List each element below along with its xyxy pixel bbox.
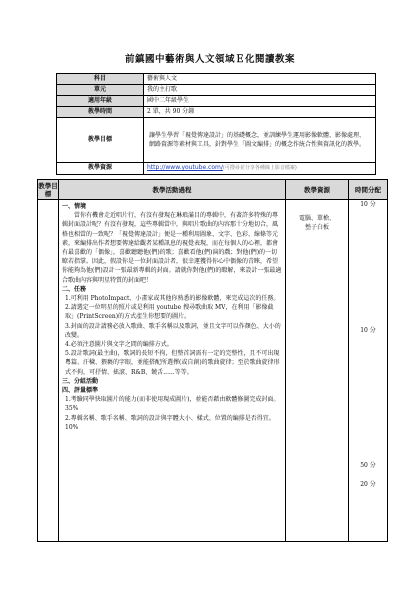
info-label: 教學目標 (57, 118, 144, 163)
page-title: 前鎮國中藝術與人文領域Ｅ化閱讀教案 (124, 54, 295, 65)
info-row-goal (57, 118, 376, 163)
activity-table (37, 179, 388, 542)
criteria-item: 1.考驗同學快取圖片的能力(而非使用現成圖片)，並能否藉由軟體修圖完成封面。35% (65, 396, 280, 413)
info-label: 教學時間 (57, 107, 144, 118)
section-task-title: 二、任務 (62, 285, 87, 293)
info-label: 科目 (57, 74, 144, 85)
activity-header-row (38, 180, 388, 200)
goal-text: 讓學生學習「視覺傳達設計」的基礎概念，並訓練學生運用影像軟體、影像處理、網路資源等素材與工具，針對學生「圖文編排」的概念作統合性與資訊化的教學。 (144, 118, 376, 163)
section-group-title: 三、分組活動 (62, 377, 99, 385)
header-process: 教學活動過程 (59, 180, 286, 200)
info-value: 國中二年級學生 (144, 96, 376, 107)
info-value: 藝術與人文 (144, 74, 376, 85)
task-item: 2.請選定一位明星的照片或是利用 youtube 搜尋歌曲取 MV，在利用「影像截取」(PrintScreen)的方式產生你想要的圖片。 (65, 304, 274, 321)
task-item: 5.設計歌詞(最主曲)，歌詞的長短不拘，但整首詞需有一定的完整性，且不可出現粵篇、汗穢、猥褻的字眼，並能搭配所選擇(或自創)的歌曲旋律；至於歌曲旋律形式不拘，可抒情、搖滾、R&B、饒舌......等等。 (65, 350, 280, 376)
goal-column-cell (38, 200, 59, 542)
task-item: 1.可利用 PhotoImpact、小畫家或其他你熟悉的影像軟體，來完成這次的任務。 (65, 295, 280, 303)
lesson-info-table (56, 73, 376, 175)
info-value: 我的主打歌 (144, 85, 376, 96)
resource-cell (286, 200, 349, 542)
header-resource: 教學資源 (286, 180, 349, 200)
time-value: 10 分 (360, 327, 376, 334)
time-value: 20 分 (360, 481, 376, 488)
info-label: 教學資源 (57, 163, 144, 175)
resource-item: 墊子白板 (304, 224, 329, 231)
info-row-time (57, 107, 376, 118)
youtube-link[interactable]: http://www.youtube.com/ (147, 164, 223, 172)
time-value: 50 分 (360, 462, 376, 469)
info-row-resource (57, 163, 376, 175)
resource-item: 電腦、單槍、 (298, 215, 335, 222)
time-cell (349, 200, 388, 542)
info-row-grade (57, 96, 376, 107)
task-item: 4.必須注意圖片與文字之間的編排方式。 (65, 341, 173, 349)
info-row-subject (57, 74, 376, 85)
info-value: 2 單，共 90 分鐘 (144, 107, 376, 118)
resource-note: (可搜尋並分享各種線上影音檔案) (222, 165, 297, 172)
info-row-unit (57, 85, 376, 96)
situation-text: 當你有機會走近唱片行，有沒有發現在琳琅滿目的專輯中，有著許多特殊的專輯封面設計呢？有沒有發現，這些專輯當中，與唱片歌曲的內容那十分地切合，風格也相當的一致呢？「視覺傳達設計」便是一種利用圖象、文字、色彩、線條等元素，來編排出作者想要傳達給觀者某種訊息的視覺表現，而在每個人的心裡，都會有最喜歡的「偶像」，喜歡聽聽他(們)的歌；喜歡看他(們)演的戲；對他(們)的一切瞭若指掌。因此，假設你是一位封面設計者，很幸運獲得你心中偶像的青睞，希望你能夠為他(們)設計一張最新專輯的封面。請就你對他(們)的瞭解，來設計一張最適合歌曲內容與明星特質的封面吧！ (62, 212, 282, 284)
activity-body-row (38, 200, 388, 542)
section-criteria-title: 四、評量標準 (62, 387, 99, 395)
header-goal: 教學目標 (38, 181, 58, 198)
header-time: 時間分配 (349, 180, 388, 200)
info-label: 適用年級 (57, 96, 144, 107)
time-value: 10 分 (360, 201, 376, 208)
section-situation-title: 一、情境 (62, 203, 87, 210)
task-item: 3.封面的設計請務必放入歌曲、歌手名稱以及歌詞，並且文字可以作顏色、大小的改變。 (65, 322, 281, 339)
info-label: 單元 (57, 85, 144, 96)
process-cell (59, 200, 286, 542)
criteria-item: 2.專輯名稱、歌手名稱、歌詞的設計與字體大小、樣式、位置的編排是否得宜。10% (65, 414, 275, 431)
